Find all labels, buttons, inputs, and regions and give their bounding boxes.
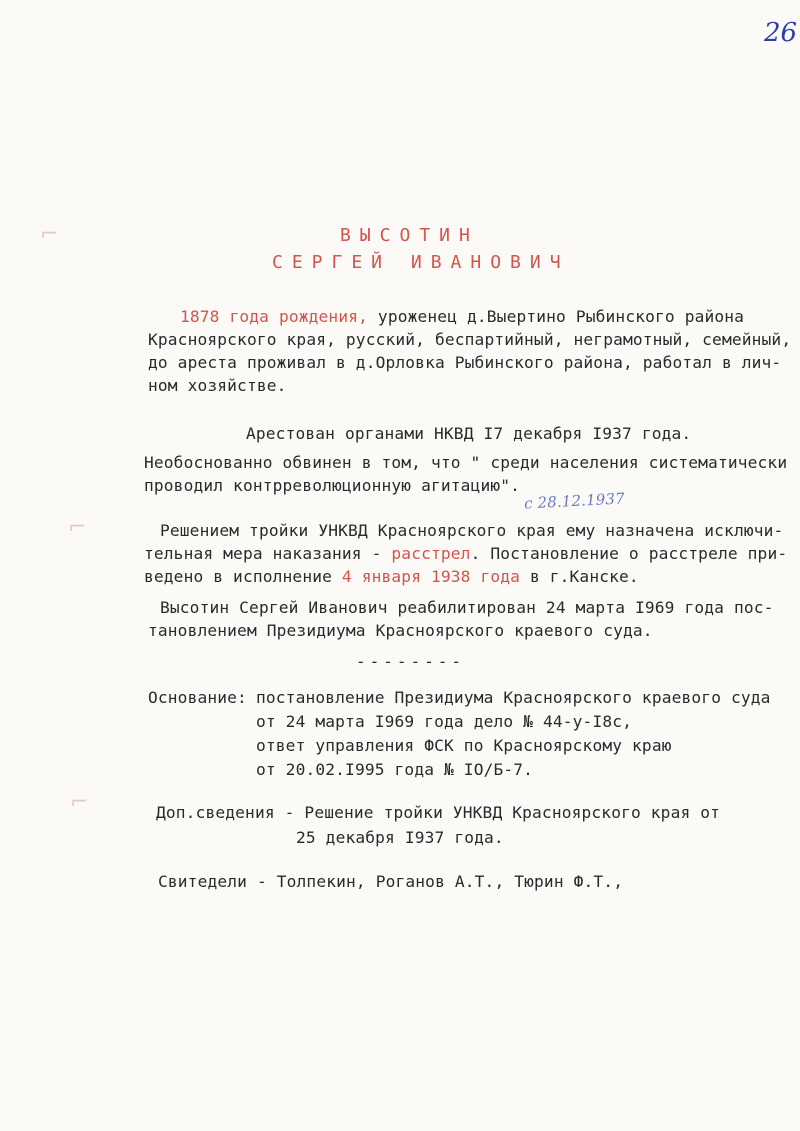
basis-line-2: от 24 марта I969 года дело № 44-у-I8с, (256, 712, 633, 731)
bio-line-2: Красноярского края, русский, беспартийный, неграмотный, семейный, (148, 330, 792, 349)
birthplace: уроженец д.Выертино Рыбинского района (368, 307, 745, 326)
bio-line-4: ном хозяйстве. (148, 376, 287, 395)
sentence-verdict: расстрел (391, 544, 471, 563)
witnesses-line: Свитедели - Толпекин, Роганов А.Т., Тюрин Ф.Т., (158, 872, 624, 891)
sentence-line-2: тельная мера наказания - расстрел. Постановление о расстреле при- (144, 544, 788, 563)
sentence-line-3: ведено в исполнение 4 января 1938 года в г.Канске. (144, 567, 639, 586)
margin-mark: ⌐ (68, 515, 87, 540)
margin-mark: ⌐ (70, 790, 89, 815)
handwritten-date-note: с 28.12.1937 (523, 489, 626, 513)
basis-line-3: ответ управления ФСК по Красноярскому краю (256, 736, 672, 755)
execution-date: 4 января 1938 года (341, 567, 521, 586)
accusation-line-1: Необоснованно обвинен в том, что " среди населения систематически (144, 453, 788, 472)
birth-year: 1878 года рождения, (180, 307, 369, 326)
sentence-line-1: Решением тройки УНКВД Красноярского края ему назначена исключи- (160, 521, 784, 540)
basis-line-1: постановление Президиума Красноярского краевого суда (256, 688, 771, 707)
bio-line-1 (180, 307, 744, 326)
accusation-line-2: проводил контрреволюционную агитацию". (144, 476, 521, 495)
bio-line-3: до ареста проживал в д.Орловка Рыбинского района, работал в лич- (148, 353, 782, 372)
margin-mark: ⌐ (40, 222, 59, 247)
rehab-line-1: Высотин Сергей Иванович реабилитирован 24 марта I969 года пос- (160, 598, 774, 617)
basis-line-4: от 20.02.I995 года № IO/Б-7. (256, 760, 534, 779)
person-given-names: СЕРГЕЙ ИВАНОВИЧ (272, 252, 570, 273)
basis-label: Основание: (148, 688, 247, 707)
page-number: 26 (764, 18, 798, 48)
separator-dashes: -------- (356, 652, 466, 671)
extra-info-line-1: Доп.сведения - Решение тройки УНКВД Красноярского края от (156, 803, 721, 822)
person-surname: ВЫСОТИН (340, 225, 479, 246)
arrest-line: Арестован органами НКВД I7 декабря I937 года. (246, 424, 692, 443)
extra-info-line-2: 25 декабря I937 года. (296, 828, 504, 847)
rehab-line-2: тановлением Президиума Красноярского краевого суда. (148, 621, 653, 640)
